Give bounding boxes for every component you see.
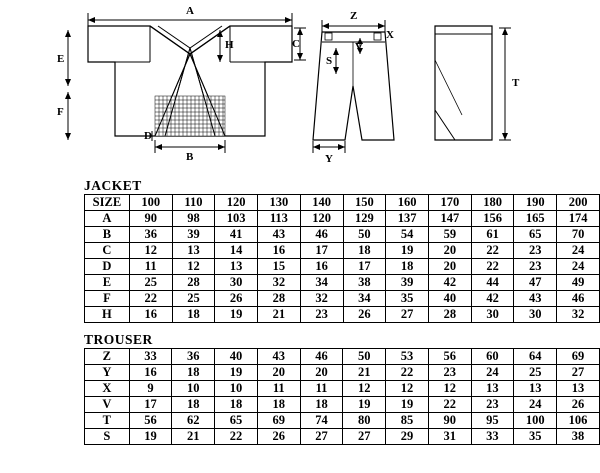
cell: 14 — [215, 243, 258, 259]
cell: 54 — [386, 227, 429, 243]
cell: 47 — [514, 275, 557, 291]
cell: 56 — [428, 349, 471, 365]
label-E: E — [57, 53, 65, 65]
cell: 49 — [557, 275, 600, 291]
cell: 28 — [428, 307, 471, 323]
cell: 13 — [172, 243, 215, 259]
trouser-table-title: TROUSER — [84, 332, 153, 347]
cell: 23 — [428, 365, 471, 381]
cell: 90 — [428, 413, 471, 429]
cell: 26 — [557, 397, 600, 413]
cell: 53 — [386, 349, 429, 365]
cell: 69 — [557, 349, 600, 365]
cell: 21 — [343, 365, 386, 381]
cell: 12 — [343, 381, 386, 397]
cell: 43 — [257, 349, 300, 365]
cell: 43 — [514, 291, 557, 307]
cell: 18 — [172, 397, 215, 413]
cell: 19 — [215, 365, 258, 381]
label-B: B — [186, 151, 194, 163]
column-header: 150 — [343, 195, 386, 211]
cell: 11 — [257, 381, 300, 397]
cell: 29 — [386, 429, 429, 445]
cell: 42 — [428, 275, 471, 291]
row-label: Z — [85, 349, 130, 365]
row-label: B — [85, 227, 130, 243]
table-row — [85, 243, 600, 259]
cell: 26 — [215, 291, 258, 307]
cell: 40 — [428, 291, 471, 307]
cell: 31 — [428, 429, 471, 445]
cell: 16 — [129, 307, 172, 323]
cell: 39 — [386, 275, 429, 291]
cell: 64 — [514, 349, 557, 365]
label-Y: Y — [325, 153, 333, 165]
cell: 18 — [386, 259, 429, 275]
label-A: A — [186, 5, 194, 17]
cell: 32 — [557, 307, 600, 323]
label-S: S — [326, 55, 333, 67]
size-tables — [0, 172, 600, 473]
cell: 32 — [258, 275, 301, 291]
diagram-svg — [0, 0, 600, 172]
cell: 35 — [386, 291, 429, 307]
cell: 46 — [557, 291, 600, 307]
cell: 18 — [172, 365, 215, 381]
row-label: E — [85, 275, 130, 291]
cell: 23 — [300, 307, 343, 323]
cell: 147 — [428, 211, 471, 227]
cell: 13 — [514, 381, 557, 397]
cell: 15 — [258, 259, 301, 275]
cell: 13 — [557, 381, 600, 397]
cell: 46 — [300, 349, 343, 365]
label-D: D — [144, 130, 152, 142]
cell: 24 — [514, 397, 557, 413]
cell: 33 — [129, 349, 172, 365]
cell: 59 — [428, 227, 471, 243]
cell: 46 — [300, 227, 343, 243]
column-header: 200 — [557, 195, 600, 211]
cell: 26 — [343, 307, 386, 323]
cell: 11 — [129, 259, 172, 275]
cell: 40 — [215, 349, 258, 365]
cell: 90 — [129, 211, 172, 227]
cell: 85 — [386, 413, 429, 429]
cell: 22 — [428, 397, 471, 413]
table-row — [85, 275, 600, 291]
cell: 10 — [215, 381, 258, 397]
row-label: S — [85, 429, 130, 445]
cell: 106 — [557, 413, 600, 429]
cell: 9 — [129, 381, 172, 397]
row-label: A — [85, 211, 130, 227]
table-row — [85, 259, 600, 275]
cell: 65 — [514, 227, 557, 243]
cell: 70 — [557, 227, 600, 243]
cell: 44 — [471, 275, 514, 291]
row-label: F — [85, 291, 130, 307]
table-row — [85, 381, 600, 397]
cell: 38 — [343, 275, 386, 291]
table-row — [85, 365, 600, 381]
cell: 24 — [471, 365, 514, 381]
column-header: 180 — [471, 195, 514, 211]
cell: 13 — [215, 259, 258, 275]
cell: 34 — [343, 291, 386, 307]
cell: 19 — [129, 429, 172, 445]
cell: 16 — [129, 365, 172, 381]
cell: 25 — [172, 291, 215, 307]
cell: 42 — [471, 291, 514, 307]
cell: 174 — [557, 211, 600, 227]
trouser-size-table — [84, 348, 600, 445]
table-row — [85, 397, 600, 413]
cell: 22 — [386, 365, 429, 381]
cell: 74 — [300, 413, 343, 429]
row-label: D — [85, 259, 130, 275]
cell: 19 — [386, 243, 429, 259]
cell: 56 — [129, 413, 172, 429]
cell: 20 — [257, 365, 300, 381]
column-header: 110 — [172, 195, 215, 211]
cell: 20 — [428, 243, 471, 259]
cell: 113 — [258, 211, 301, 227]
column-header: 160 — [386, 195, 429, 211]
dimension-E — [65, 30, 71, 86]
cell: 17 — [343, 259, 386, 275]
table-row — [85, 429, 600, 445]
row-label: H — [85, 307, 130, 323]
cell: 13 — [471, 381, 514, 397]
garment-diagram — [0, 0, 600, 172]
cell: 18 — [300, 397, 343, 413]
cell: 120 — [300, 211, 343, 227]
cell: 23 — [471, 397, 514, 413]
cell: 11 — [300, 381, 343, 397]
jacket-hem-grid — [155, 96, 225, 136]
cell: 62 — [172, 413, 215, 429]
cell: 36 — [129, 227, 172, 243]
column-header: 140 — [300, 195, 343, 211]
column-header: 120 — [215, 195, 258, 211]
cell: 25 — [514, 365, 557, 381]
label-X: X — [386, 29, 394, 41]
dimension-T — [499, 28, 511, 140]
cell: 27 — [343, 429, 386, 445]
cell: 30 — [215, 275, 258, 291]
table-row — [85, 307, 600, 323]
cell: 65 — [215, 413, 258, 429]
table-row — [85, 227, 600, 243]
label-Z: Z — [350, 10, 358, 22]
cell: 95 — [471, 413, 514, 429]
cell: 39 — [172, 227, 215, 243]
table-row — [85, 413, 600, 429]
cell: 16 — [300, 259, 343, 275]
label-C: C — [292, 38, 300, 50]
cell: 27 — [300, 429, 343, 445]
cell: 22 — [129, 291, 172, 307]
cell: 16 — [258, 243, 301, 259]
label-T: T — [512, 77, 520, 89]
cell: 43 — [258, 227, 301, 243]
dimension-Y — [313, 141, 345, 153]
cell: 27 — [386, 307, 429, 323]
row-label: C — [85, 243, 130, 259]
cell: 28 — [172, 275, 215, 291]
cell: 20 — [428, 259, 471, 275]
cell: 12 — [172, 259, 215, 275]
trouser-outline — [313, 32, 394, 140]
jacket-table-title: JACKET — [84, 178, 142, 193]
cell: 19 — [215, 307, 258, 323]
cell: 22 — [471, 259, 514, 275]
row-label: T — [85, 413, 130, 429]
cell: 18 — [343, 243, 386, 259]
cell: 98 — [172, 211, 215, 227]
cell: 41 — [215, 227, 258, 243]
cell: 156 — [471, 211, 514, 227]
cell: 25 — [129, 275, 172, 291]
cell: 20 — [300, 365, 343, 381]
waist-marker-left — [325, 33, 332, 40]
cell: 26 — [257, 429, 300, 445]
cell: 38 — [557, 429, 600, 445]
cell: 35 — [514, 429, 557, 445]
column-header: 100 — [129, 195, 172, 211]
cell: 17 — [129, 397, 172, 413]
cell: 23 — [514, 259, 557, 275]
cell: 32 — [300, 291, 343, 307]
cell: 27 — [557, 365, 600, 381]
waist-marker-right — [374, 33, 381, 40]
cell: 33 — [471, 429, 514, 445]
cell: 103 — [215, 211, 258, 227]
jacket-size-table — [84, 194, 600, 323]
cell: 165 — [514, 211, 557, 227]
cell: 10 — [172, 381, 215, 397]
cell: 19 — [386, 397, 429, 413]
cell: 22 — [471, 243, 514, 259]
cell: 21 — [258, 307, 301, 323]
cell: 34 — [300, 275, 343, 291]
column-header: SIZE — [85, 195, 130, 211]
cell: 30 — [471, 307, 514, 323]
cell: 19 — [343, 397, 386, 413]
row-label: Y — [85, 365, 130, 381]
cell: 28 — [258, 291, 301, 307]
cell: 18 — [257, 397, 300, 413]
cell: 22 — [215, 429, 258, 445]
cell: 100 — [514, 413, 557, 429]
table-row — [85, 291, 600, 307]
label-F: F — [57, 106, 64, 118]
cell: 24 — [557, 243, 600, 259]
cell: 17 — [300, 243, 343, 259]
table-header-row — [85, 195, 600, 211]
table-row — [85, 349, 600, 365]
cell: 60 — [471, 349, 514, 365]
cell: 69 — [257, 413, 300, 429]
cell: 18 — [172, 307, 215, 323]
column-header: 190 — [514, 195, 557, 211]
cell: 50 — [343, 349, 386, 365]
cell: 21 — [172, 429, 215, 445]
row-label: V — [85, 397, 130, 413]
cell: 36 — [172, 349, 215, 365]
cell: 129 — [343, 211, 386, 227]
cell: 12 — [428, 381, 471, 397]
cell: 24 — [557, 259, 600, 275]
table-row — [85, 211, 600, 227]
cell: 30 — [514, 307, 557, 323]
cell: 80 — [343, 413, 386, 429]
cell: 12 — [386, 381, 429, 397]
label-V: V — [355, 41, 363, 53]
cell: 23 — [514, 243, 557, 259]
cell: 12 — [129, 243, 172, 259]
cell: 50 — [343, 227, 386, 243]
dimension-F — [65, 92, 71, 140]
cell: 18 — [215, 397, 258, 413]
column-header: 130 — [258, 195, 301, 211]
cell: 137 — [386, 211, 429, 227]
column-header: 170 — [428, 195, 471, 211]
cell: 61 — [471, 227, 514, 243]
label-H: H — [225, 39, 234, 51]
row-label: X — [85, 381, 130, 397]
